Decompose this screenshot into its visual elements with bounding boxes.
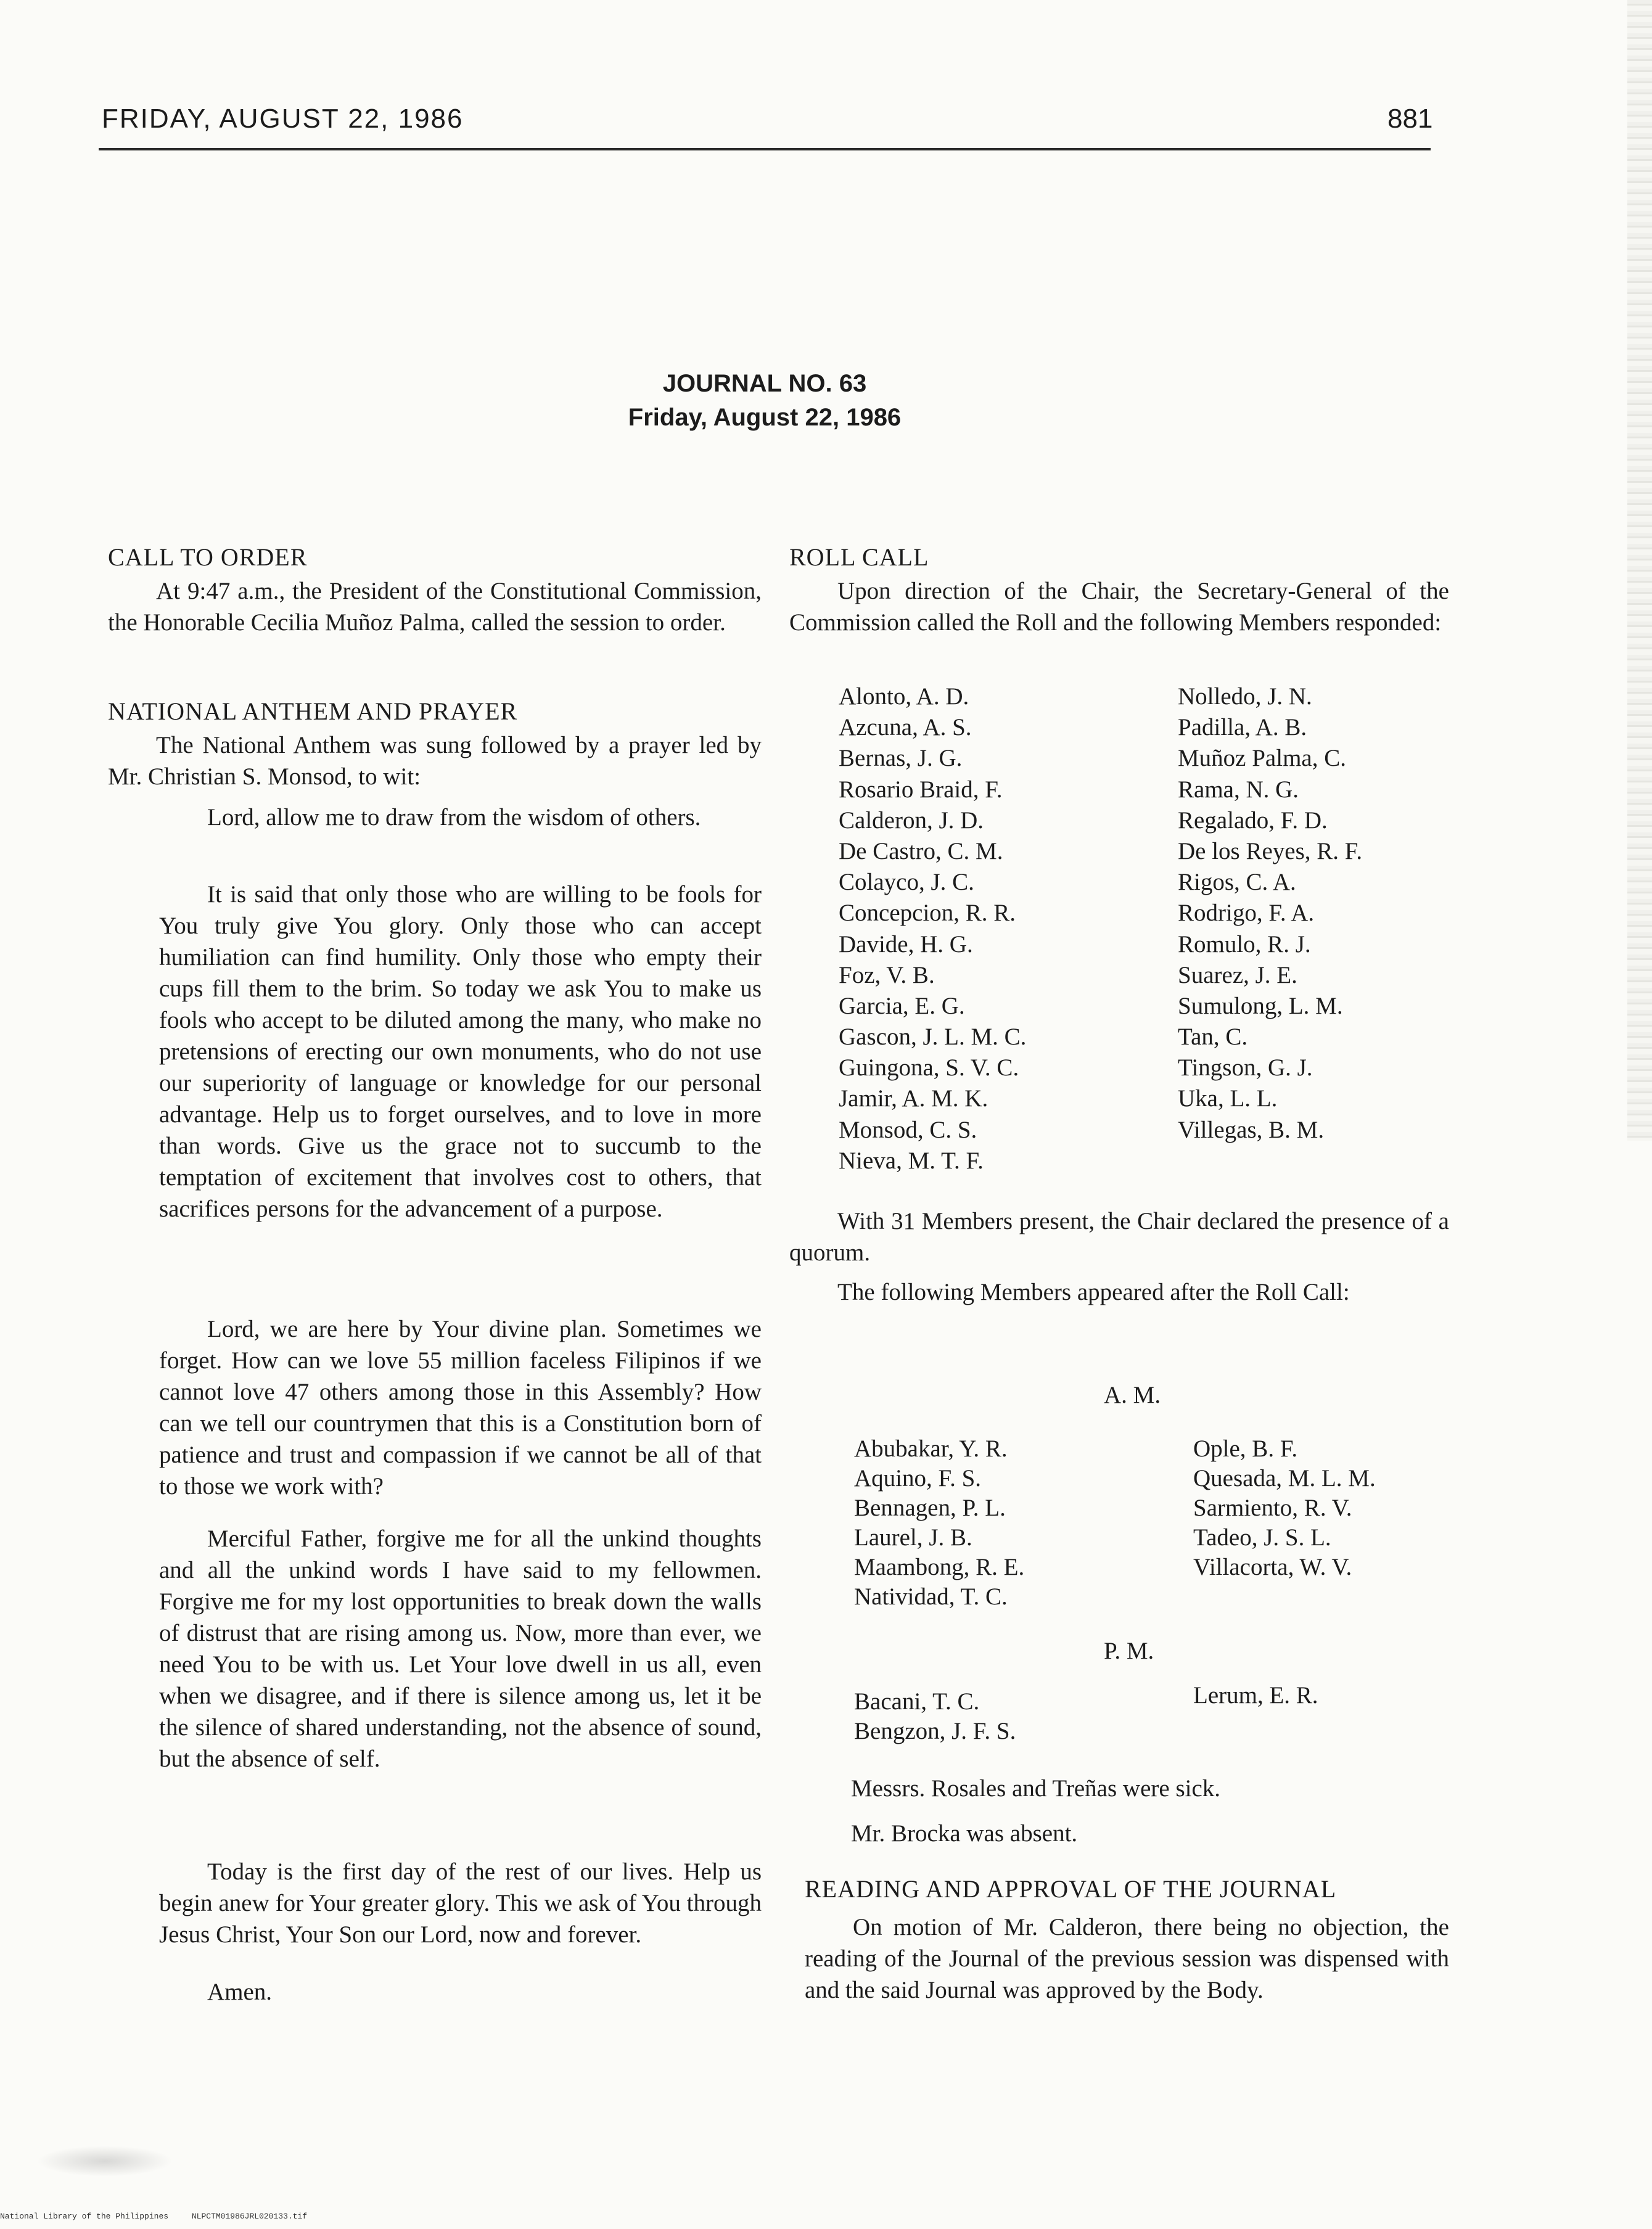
- present-b-member-15: Villegas, B. M.: [1178, 1116, 1325, 1143]
- present-b-member-4: Rama, N. G.: [1178, 776, 1299, 803]
- present-b-member-12: Tan, C.: [1178, 1024, 1248, 1051]
- present-b-member-7: Rigos, C. A.: [1178, 869, 1296, 896]
- present-a-member-11: Garcia, E. G.: [839, 992, 965, 1019]
- pm-list-b: [1193, 1680, 1318, 1710]
- present-b-member-9: Romulo, R. J.: [1178, 930, 1311, 958]
- present-a-member-13: Guingona, S. V. C.: [839, 1054, 1019, 1082]
- am-a-member-1: Abubakar, Y. R.: [854, 1435, 1008, 1462]
- prayer-amen: Amen.: [207, 1979, 273, 2005]
- reading-text: On motion of Mr. Calderon, there being no objection, the reading of the Journal of the previous session was dispensed with and the said Journal was approved by the Body.: [805, 1914, 1449, 2003]
- present-a-member-3: Bernas, J. G.: [839, 745, 963, 772]
- scan-edge-artifact: [1627, 0, 1652, 1141]
- present-b-member-11: Sumulong, L. M.: [1178, 992, 1343, 1019]
- present-b-member-6: De los Reyes, R. F.: [1178, 837, 1363, 864]
- present-a-member-14: Jamir, A. M. K.: [839, 1085, 988, 1112]
- prayer-paragraph-1: Lord, allow me to draw from the wisdom of others.: [207, 804, 701, 831]
- present-a-member-16: Nieva, M. T. F.: [839, 1147, 984, 1174]
- present-a-member-8: Concepcion, R. R.: [839, 900, 1016, 927]
- pm-label: P. M.: [1104, 1638, 1154, 1664]
- am-list-b: [1193, 1434, 1376, 1582]
- am-b-member-2: Quesada, M. L. M.: [1193, 1465, 1376, 1492]
- pm-a-member-1: Bacani, T. C.: [854, 1688, 980, 1715]
- scan-smudge: [37, 2146, 173, 2177]
- prayer-paragraph-3: Lord, we are here by Your divine plan. Sometimes we forget. How can we love 55 million faceless Filipinos if we cannot love 47 others among those in this Assembly? How can we tell our countrymen that this is a Constitution born of patience and trust and compassion if we cannot be all of that to those we work with?: [159, 1316, 762, 1500]
- present-a-member-10: Foz, V. B.: [839, 961, 935, 988]
- roll-call-heading: ROLL CALL: [789, 543, 929, 571]
- scan-footer: [0, 2212, 326, 2221]
- after-roll-intro: The following Members appeared after the Roll Call:: [837, 1279, 1350, 1305]
- am-a-member-4: Laurel, J. B.: [854, 1524, 972, 1551]
- present-b-member-2: Padilla, A. B.: [1178, 714, 1307, 741]
- anthem-heading: NATIONAL ANTHEM AND PRAYER: [108, 697, 518, 725]
- am-list-a: [854, 1434, 1024, 1611]
- am-a-member-5: Maambong, R. E.: [854, 1554, 1025, 1580]
- call-to-order-text: At 9:47 a.m., the President of the Constitutional Commission, the Honorable Cecilia Muñoz Palma, called the session to order.: [108, 578, 762, 636]
- page-number: 881: [1387, 104, 1433, 134]
- am-b-member-4: Tadeo, J. S. L.: [1193, 1524, 1331, 1551]
- present-b-member-5: Regalado, F. D.: [1178, 807, 1328, 834]
- running-head-date: FRIDAY, AUGUST 22, 1986: [102, 104, 464, 134]
- am-a-member-6: Natividad, T. C.: [854, 1583, 1008, 1610]
- present-b-member-1: Nolledo, J. N.: [1178, 683, 1312, 710]
- journal-title: JOURNAL NO. 63: [662, 370, 867, 397]
- roll-call-intro: Upon direction of the Chair, the Secretary-General of the Commission called the Roll and the following Members responded:: [789, 578, 1449, 636]
- pm-b-member-1: Lerum, E. R.: [1193, 1682, 1318, 1709]
- am-label: A. M.: [1104, 1382, 1161, 1408]
- absent-note: Mr. Brocka was absent.: [851, 1820, 1078, 1847]
- header-rule: [99, 148, 1431, 150]
- present-b-member-13: Tingson, G. J.: [1178, 1054, 1313, 1082]
- quorum-text: With 31 Members present, the Chair declared the presence of a quorum.: [789, 1208, 1449, 1266]
- present-b-member-3: Muñoz Palma, C.: [1178, 745, 1346, 772]
- present-b-member-10: Suarez, J. E.: [1178, 961, 1297, 988]
- present-a-member-6: De Castro, C. M.: [839, 837, 1003, 864]
- footer-file: NLPCTM01986JRL020133.tif: [191, 2212, 308, 2221]
- present-a-member-2: Azcuna, A. S.: [839, 714, 972, 741]
- am-a-member-2: Aquino, F. S.: [854, 1465, 982, 1492]
- reading-heading: READING AND APPROVAL OF THE JOURNAL: [805, 1875, 1337, 1903]
- am-b-member-3: Sarmiento, R. V.: [1193, 1495, 1352, 1521]
- anthem-intro: The National Anthem was sung followed by a prayer led by Mr. Christian S. Monsod, to wit:: [108, 732, 762, 790]
- am-b-member-1: Ople, B. F.: [1193, 1435, 1298, 1462]
- journal-date: Friday, August 22, 1986: [628, 404, 902, 431]
- prayer-paragraph-5: Today is the first day of the rest of our lives. Help us begin anew for Your greater glory. This we ask of You through Jesus Christ, Your Son our Lord, now and forever.: [159, 1858, 762, 1948]
- am-b-member-5: Villacorta, W. V.: [1193, 1554, 1352, 1580]
- present-a-member-1: Alonto, A. D.: [839, 683, 969, 710]
- pm-a-member-2: Bengzon, J. F. S.: [854, 1718, 1016, 1744]
- prayer-paragraph-4: Merciful Father, forgive me for all the unkind thoughts and all the unkind words I have said to my fellowmen. Forgive me for my lost opportunities to break down the walls of distrust that are rising among us. Now, more than ever, we need You to be with us. Let Your love dwell in us all, even when we disagree, and if there is silence among us, let it be the silence of shared understanding, not the absence of sound, but the absence of self.: [159, 1525, 762, 1772]
- roll-call-list-b: [1178, 681, 1362, 1146]
- present-a-member-15: Monsod, C. S.: [839, 1116, 977, 1143]
- present-b-member-8: Rodrigo, F. A.: [1178, 900, 1315, 927]
- am-a-member-3: Bennagen, P. L.: [854, 1495, 1006, 1521]
- pm-list-a: [854, 1686, 1016, 1746]
- present-a-member-9: Davide, H. G.: [839, 930, 973, 958]
- present-a-member-5: Calderon, J. D.: [839, 807, 984, 834]
- sick-note: Messrs. Rosales and Treñas were sick.: [851, 1775, 1221, 1802]
- present-a-member-12: Gascon, J. L. M. C.: [839, 1024, 1027, 1051]
- present-a-member-4: Rosario Braid, F.: [839, 776, 1003, 803]
- present-a-member-7: Colayco, J. C.: [839, 869, 974, 896]
- footer-library: National Library of the Philippines: [0, 2212, 169, 2221]
- call-to-order-heading: CALL TO ORDER: [108, 543, 308, 571]
- roll-call-list-a: [839, 681, 1026, 1176]
- present-b-member-14: Uka, L. L.: [1178, 1085, 1278, 1112]
- prayer-paragraph-2: It is said that only those who are willing to be fools for You truly give You glory. Only those who can accept humiliation can find humility. Only those who empty their cups fill them to the brim. So today we ask You to make us fools who accept to be diluted among the many, who make no pretensions of erecting our own monuments, who do not use our superiority of language or knowledge for our personal advantage. Help us to forget ourselves, and to love in more than words. Give us the grace not to succumb to the temptation of excitement that involves cost to others, that sacrifices persons for the advancement of a purpose.: [159, 881, 762, 1222]
